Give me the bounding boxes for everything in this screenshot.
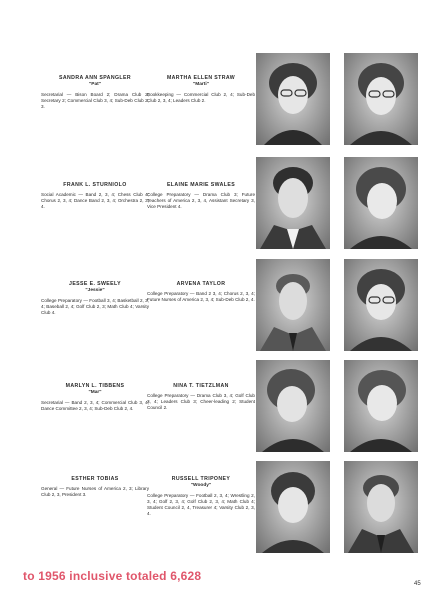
student-name: JESSE E. SWEELY	[69, 281, 121, 287]
footer-caption: to 1956 inclusive totaled 6,628	[23, 569, 202, 583]
student-portrait	[256, 461, 330, 553]
student-portrait	[256, 259, 330, 351]
student-entry	[147, 383, 255, 411]
student-nickname: "Pat"	[88, 82, 101, 87]
student-name: NINA T. TIETZLMAN	[173, 383, 229, 389]
student-name: MARLYN L. TIBBENS	[65, 383, 125, 389]
student-portrait	[256, 360, 330, 452]
student-name: ESTHER TOBIAS	[71, 476, 119, 482]
student-activities: Secretarial — Band 2, 3, 4; Commercial Club 3, 4; Dance Committee 2, 3, 4; Sub-Deb Club 2, 4.	[41, 400, 149, 411]
student-name: SANDRA ANN SPANGLER	[59, 75, 131, 81]
student-portrait	[344, 157, 418, 249]
student-entry	[41, 75, 149, 110]
student-name: FRANK L. STURNIOLO	[63, 182, 127, 188]
student-activities: College Preparatory — Football 3, 4; Basketball 2, 3, 4; Baseball 2, 4; Golf Club 2, 3; Math Club 4; Varsity Club 4.	[41, 298, 149, 315]
student-nickname: "Woody"	[190, 483, 212, 488]
student-nickname: "Marti"	[192, 82, 209, 87]
student-portrait	[344, 461, 418, 553]
student-entry	[41, 281, 149, 316]
student-entry	[147, 281, 255, 303]
page-number: 45	[414, 581, 421, 587]
student-activities: College Preparatory — Football 2, 3, 4; Wrestling 2, 3, 4; Golf 2, 3, 4; Golf Club 2, 3, 4; Math Club 4; Student Council 2, 4, Treasurer 4; Varsity Club 2, 3, 4.	[147, 493, 255, 516]
student-entry	[41, 182, 149, 210]
student-entry	[147, 182, 255, 210]
student-activities: College Preparatory — Drama Club 3, 4; Golf Club 3, 4; Leaders Club 3; Cheer-leading 2; Student Council 2.	[147, 393, 255, 410]
student-activities: College Preparatory — Drama Club 3; Future Teachers of America 2, 3, 4, Assistant Secretary 3, Vice President 4.	[147, 192, 255, 209]
student-entry	[147, 476, 255, 517]
student-entry	[41, 383, 149, 412]
student-activities: General — Future Nurses of America 2, 3; Library Club 2, 3, President 3.	[41, 486, 149, 497]
student-portrait	[344, 53, 418, 145]
student-activities: College Preparatory — Band 2 3, 4; Chorus 2, 3, 4; Future Nurses of America 2, 3, 4; Sub-Deb Club 2, 4.	[147, 291, 255, 302]
student-entry	[147, 75, 255, 104]
student-nickname: "Mar"	[88, 390, 102, 395]
student-entry	[41, 476, 149, 498]
student-activities: Secretarial — Bison Board 2; Drama Club 2; Secretary 2; Commercial Club 3, 4; Sub-Deb Club 2, 3.	[41, 92, 149, 109]
student-portrait	[256, 157, 330, 249]
student-name: MARTHA ELLEN STRAW	[166, 75, 236, 81]
student-nickname: "Jessie"	[85, 288, 105, 293]
student-portrait	[344, 360, 418, 452]
student-portrait	[256, 53, 330, 145]
student-name: ELAINE MARIE SWALES	[166, 182, 236, 188]
student-activities: Social Academic — Band 2, 3, 4; Chess Club 4; Chorus 2, 3, 4; Dance Band 2, 3, 4; Orchestra 2, 3, 4.	[41, 192, 149, 209]
student-name: RUSSELL TRIPONEY	[171, 476, 231, 482]
student-portrait	[344, 259, 418, 351]
student-activities: Bookkeeping — Commercial Club 2, 4; Sub-Deb Club 2, 3, 4; Leaders Club 2.	[147, 92, 255, 103]
student-name: ARVENA TAYLOR	[176, 281, 226, 287]
